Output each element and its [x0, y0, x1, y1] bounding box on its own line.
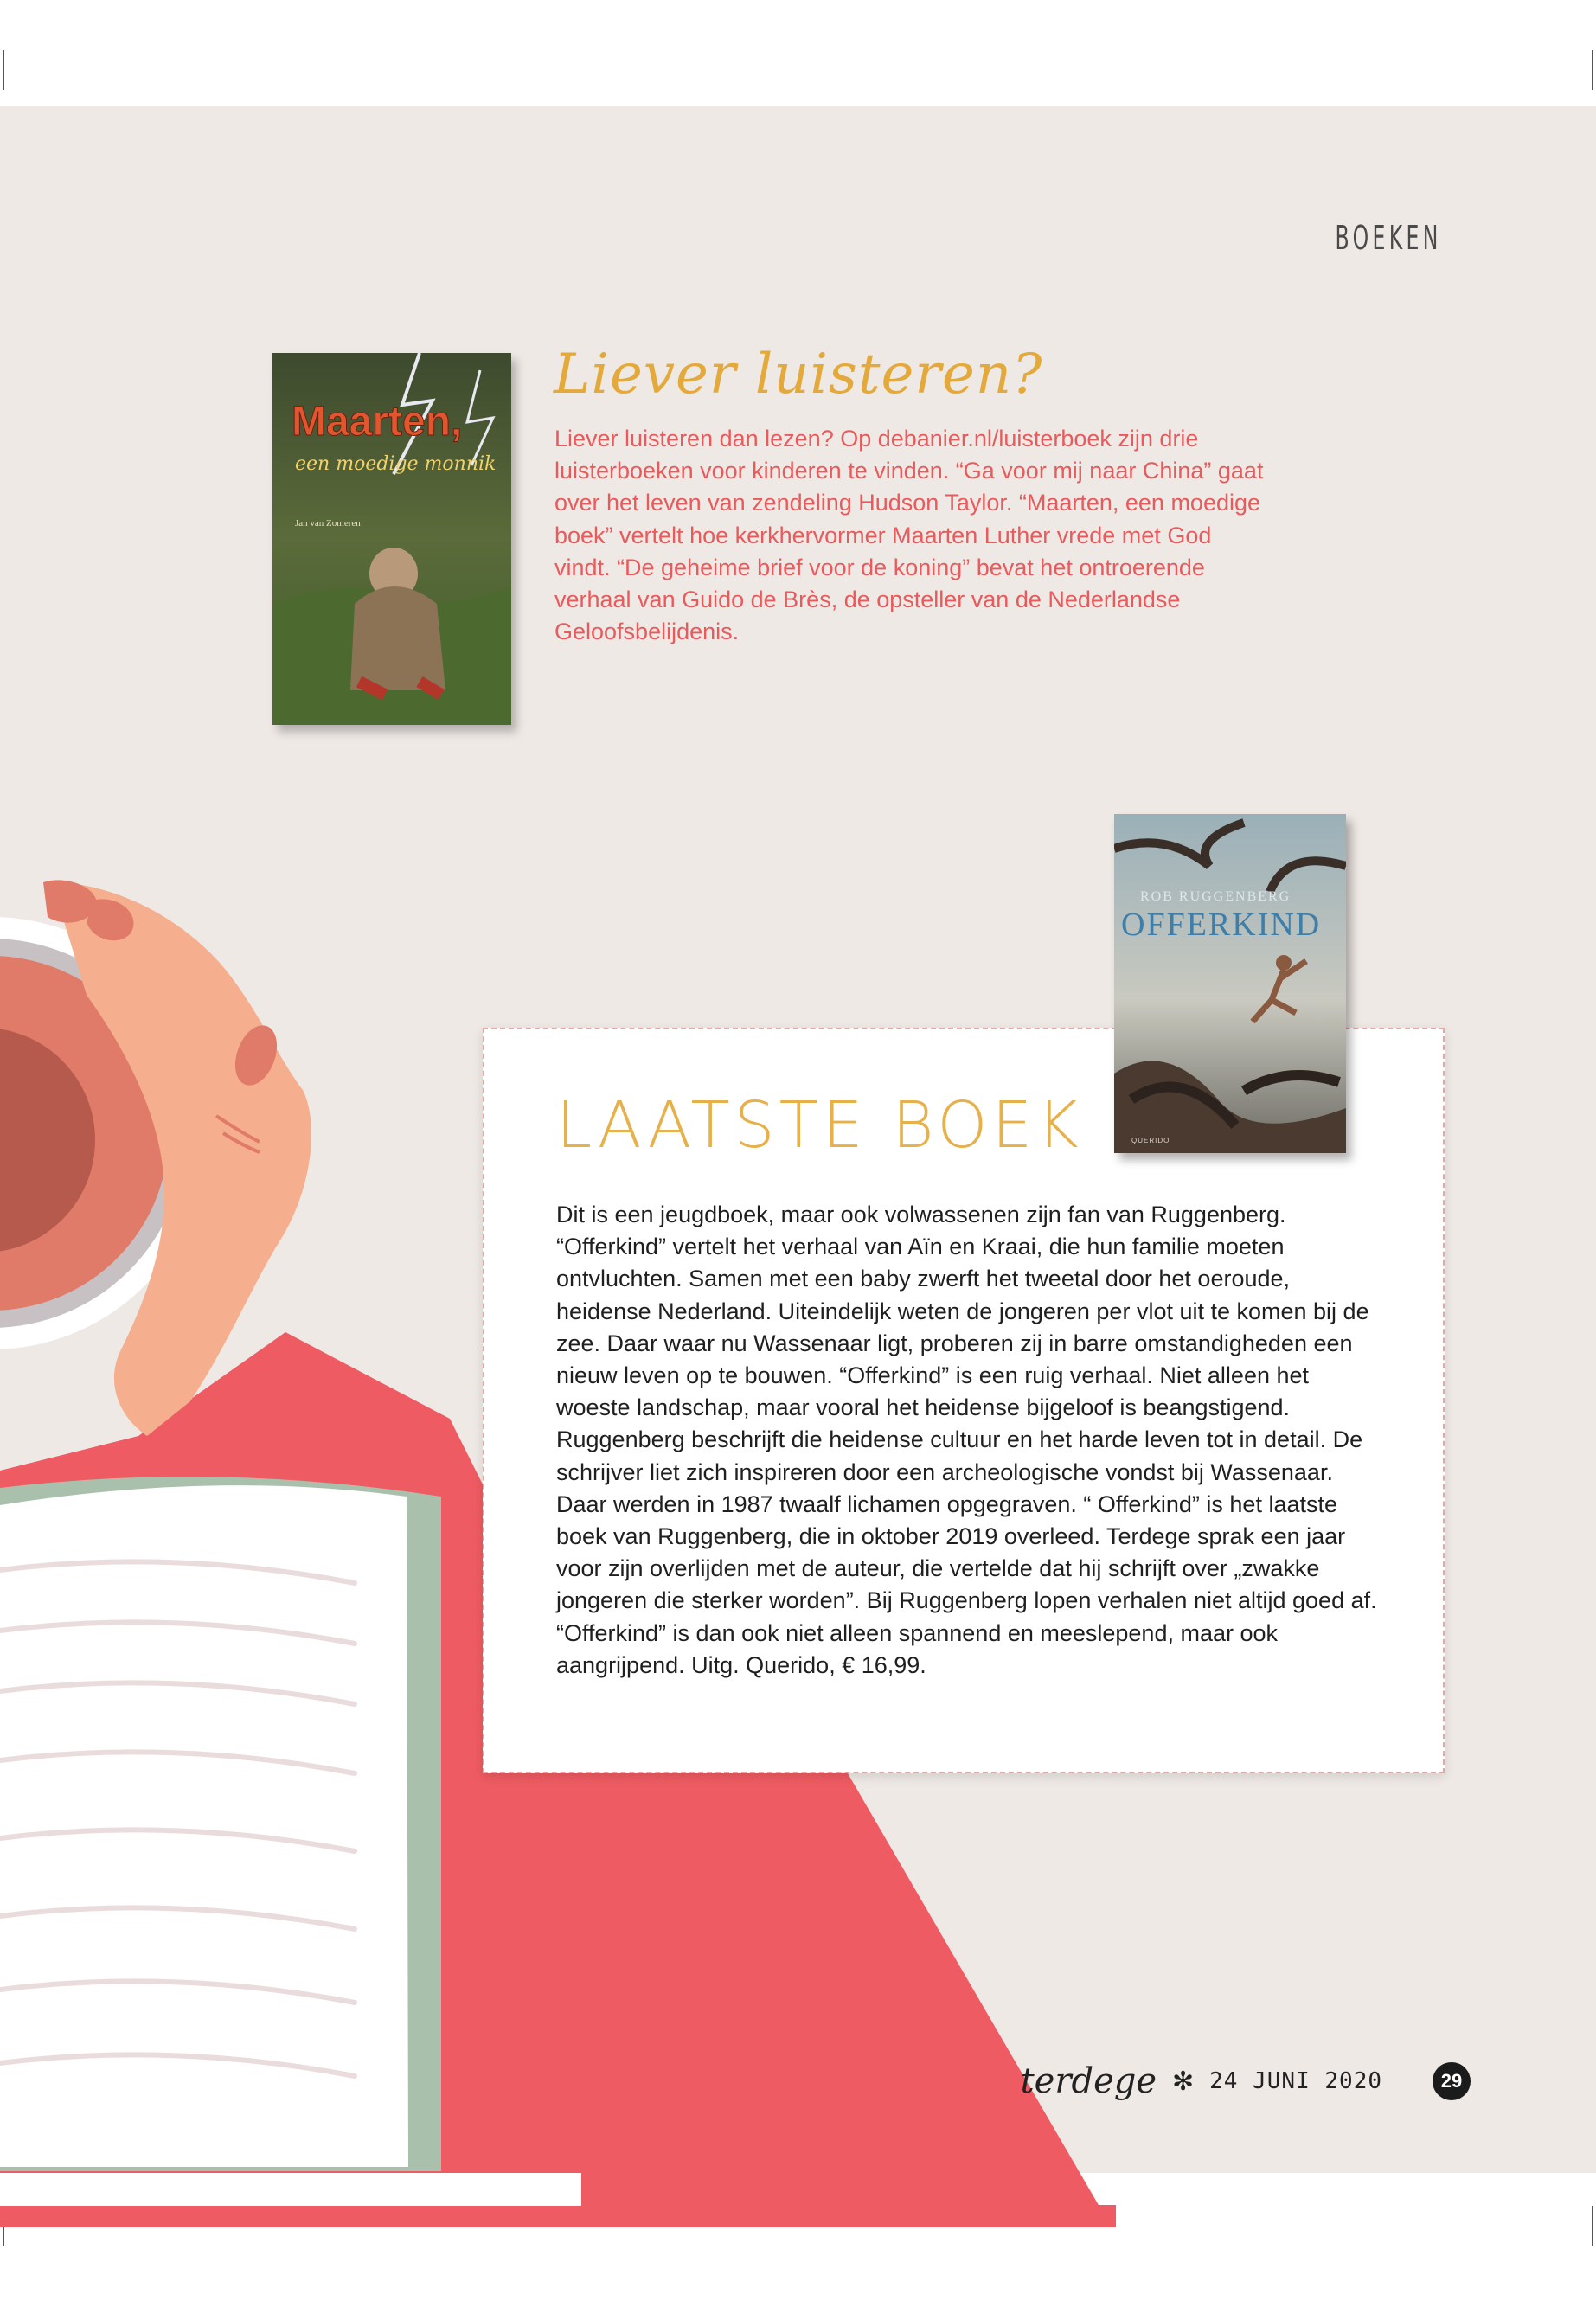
page-footer — [1021, 2061, 1471, 2101]
promo-title: Liever luisteren? — [554, 343, 1043, 407]
offerkind-cover-title: OFFERKIND — [1121, 907, 1322, 943]
promo-body: Liever luisteren dan lezen? Op debanier.nl/luisterboek zijn drie luisterboeken voor kinderen te vinden. “Ga voor mij naar China” gaat over het leven van zendeling Hudson Taylor. “Maarten, een moedige boek” vertelt hoe kerkhervormer Maarten Luther vrede met God vindt. “De geheime brief voor de koning” bevat het ontroerende verhaal van Guido de Brès, de opsteller van de Nederlandse Geloofsbelijdenis. — [554, 426, 1264, 645]
page-number: 29 — [1433, 2062, 1471, 2100]
bottom-white-strip — [0, 2173, 581, 2206]
book-cover-maarten — [272, 353, 511, 725]
magazine-brand: terdege — [1020, 2061, 1157, 2101]
separator-icon: ✻ — [1172, 2067, 1195, 2096]
book-cover-offerkind — [1114, 814, 1346, 1153]
latest-book-body: Dit is een jeugdboek, maar ook volwassenen zijn fan van Ruggenberg. “Offerkind” vertelt het verhaal van Aïn en Kraai, die hun familie moeten ontvluchten. Samen met een baby zwerft het tweetal door het oeroude, heidense Nederland. Uiteindelijk weten de jongeren per vlot uit te komen bij de zee. Daar waar nu Wassenaar ligt, proberen zij in barre omstandigheden een nieuw leven op te bouwen. “Offerkind” is een ruig verhaal. Niet alleen het woeste landschap, maar vooral het heidense bijgeloof is beangstigend. Ruggenberg beschrijft die heidense cultuur en het harde leven tot in detail. De schrijver liet zich inspireren door een archeologische vondst bij Wassenaar. Daar werden in 1987 twaalf lichamen opgegraven. “ Offerkind” is het laatste boek van Ruggenberg, die in oktober 2019 overleed. Terdege sprak een jaar voor zijn overlijden met de auteur, die vertelde dat hij schrijft over „zwakke jongeren die sterker worden”. Bij Ruggenberg lopen verhalen niet altijd goed af. “Offerkind” is dan ook niet alleen spannend en meeslepend, maar ook aangrijpend. Uitg. Querido, € 16,99. — [556, 1202, 1377, 1678]
section-label: BOEKEN — [1335, 219, 1442, 257]
book-page — [0, 1485, 408, 2167]
latest-book-title: LAATSTE BOEK — [556, 1088, 1083, 1163]
bottom-red-strip — [0, 2205, 1116, 2227]
maarten-cover-subtitle: een moedige monnik — [295, 453, 497, 475]
maarten-cover-title: Maarten, — [292, 399, 463, 445]
offerkind-cover-publisher: QUERIDO — [1131, 1137, 1170, 1144]
maarten-cover-author: Jan van Zomeren — [295, 518, 361, 529]
offerkind-cover-author: ROB RUGGENBERG — [1140, 889, 1292, 904]
issue-date: 24 JUNI 2020 — [1209, 2068, 1382, 2094]
